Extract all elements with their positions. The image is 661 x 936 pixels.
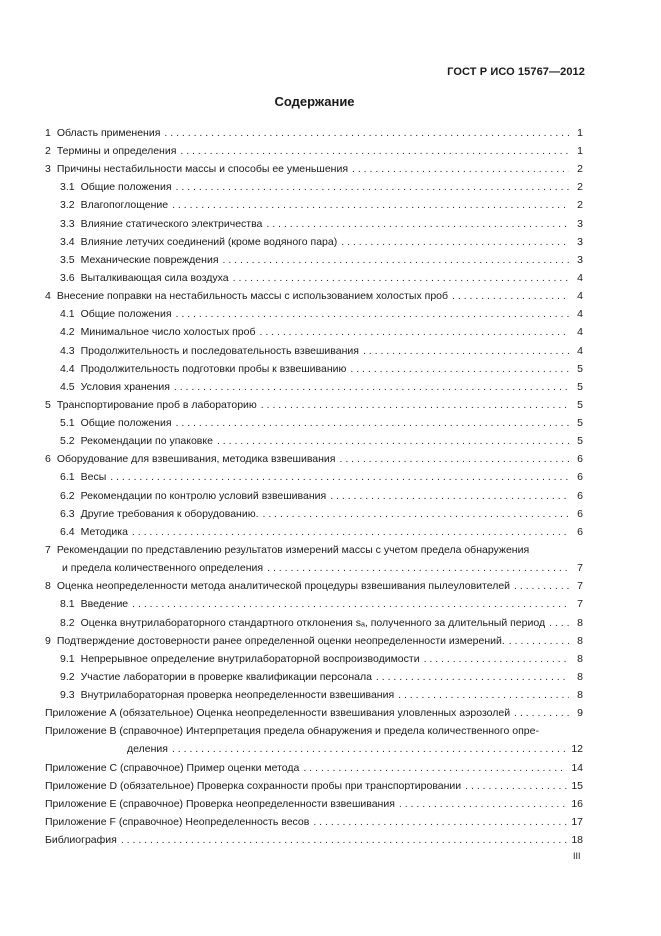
entry-label: Механические повреждения: [80, 254, 219, 266]
entry-number: 4.2: [60, 326, 75, 338]
entry-page: 1: [577, 145, 583, 157]
entry-label: Общие положения: [80, 417, 172, 429]
entry-label: Приложение F (справочное) Неопределенность весов: [45, 816, 310, 828]
toc-entry[interactable]: [60, 523, 583, 541]
page-title: Содержание: [274, 94, 355, 109]
entry-label: Термины и определения: [56, 145, 177, 157]
toc-entry[interactable]: [60, 686, 583, 704]
entry-label: Влияние статического электричества: [80, 218, 263, 230]
toc-entry[interactable]: [60, 233, 583, 251]
entry-label: Оборудование для взвешивания, методика взвешивания: [56, 453, 336, 465]
toc-entry[interactable]: [60, 251, 583, 269]
toc-entry[interactable]: [45, 541, 583, 559]
entry-number: 3: [45, 163, 51, 175]
toc-entry[interactable]: [45, 450, 583, 468]
entry-label: Минимальное число холостых проб: [80, 326, 256, 338]
entry-page: 5: [577, 435, 583, 447]
entry-label: Общие положения: [80, 308, 172, 320]
toc-entry[interactable]: [45, 777, 583, 795]
entry-page: 6: [577, 526, 583, 538]
entry-page: 14: [571, 762, 583, 774]
entry-page: 6: [577, 490, 583, 502]
toc-entry[interactable]: [45, 142, 583, 160]
toc-entry[interactable]: [60, 360, 583, 378]
entry-label: Библиография: [45, 834, 117, 846]
entry-label: Введение: [80, 598, 129, 610]
entry-page: 7: [577, 598, 583, 610]
entry-page: 7: [577, 562, 583, 574]
entry-number: 4.3: [60, 345, 75, 357]
entry-label: и предела количественного определения: [62, 562, 264, 574]
entry-number: 4.1: [60, 308, 75, 320]
entry-number: 3.2: [60, 199, 75, 211]
toc-entry[interactable]: [60, 614, 583, 632]
entry-number: 6.4: [60, 526, 75, 538]
entry-label: Транспортирование проб в лабораторию: [56, 399, 257, 411]
entry-number: 9.1: [60, 653, 75, 665]
entry-page: 3: [577, 236, 583, 248]
entry-page: 8: [577, 653, 583, 665]
toc-entry[interactable]: [60, 269, 583, 287]
entry-page: 6: [577, 508, 583, 520]
entry-label: Общие положения: [80, 181, 172, 193]
entry-page: 4: [577, 345, 583, 357]
entry-label: Приложение В (справочное) Интерпретация предела обнаружения и предела количественного опре-: [45, 725, 539, 737]
entry-number: 5.1: [60, 417, 75, 429]
entry-number: 6.3: [60, 508, 75, 520]
entry-number: 7: [45, 544, 51, 556]
entry-label: Продолжительность и последовательность взвешивания: [80, 345, 359, 357]
entry-page: 2: [577, 163, 583, 175]
entry-page: 4: [577, 290, 583, 302]
entry-number: 2: [45, 145, 51, 157]
entry-page: 8: [577, 635, 583, 647]
entry-page: 1: [577, 127, 583, 139]
entry-label: Непрерывное определение внутрилабораторной воспроизводимости: [80, 653, 420, 665]
entry-page: 5: [577, 399, 583, 411]
toc-entry[interactable]: [45, 160, 583, 178]
toc-entry[interactable]: [60, 196, 583, 214]
entry-number: 9.3: [60, 689, 75, 701]
toc-entry[interactable]: [60, 595, 583, 613]
entry-page: 5: [577, 381, 583, 393]
toc-entry[interactable]: [60, 342, 583, 360]
toc-entry[interactable]: [45, 704, 583, 722]
entry-number: 5.2: [60, 435, 75, 447]
entry-page: 18: [571, 834, 583, 846]
toc-entry[interactable]: [60, 468, 583, 486]
entry-page: 6: [577, 453, 583, 465]
entry-number: 6.1: [60, 471, 75, 483]
entry-number: 3.1: [60, 181, 75, 193]
entry-label: деления: [127, 743, 168, 755]
entry-label: Оценка неопределенности метода аналитической процедуры взвешивания пылеуловителей: [56, 580, 511, 592]
entry-number: 4: [45, 290, 51, 302]
entry-page: 3: [577, 254, 583, 266]
entry-label: Приложение D (обязательное) Проверка сохранности пробы при транспортировании: [45, 780, 462, 792]
entry-number: 6.2: [60, 490, 75, 502]
entry-label: Область применения: [56, 127, 161, 139]
entry-number: 3.4: [60, 236, 75, 248]
entry-page: 8: [577, 617, 583, 629]
entry-label: Приложение С (справочное) Пример оценки метода: [45, 762, 300, 774]
entry-page: 17: [571, 816, 583, 828]
entry-number: 8.2: [60, 617, 75, 629]
entry-number: 9: [45, 635, 51, 647]
toc-entry[interactable]: [45, 759, 583, 777]
toc-entry[interactable]: [62, 559, 583, 577]
entry-number: 6: [45, 453, 51, 465]
entry-label: Влияние летучих соединений (кроме водяного пара): [80, 236, 338, 248]
entry-label: Причины нестабильности массы и способы ее уменьшения: [56, 163, 349, 175]
entry-label: Влагопоглощение: [80, 199, 169, 211]
entry-page: 5: [577, 363, 583, 375]
toc-entry[interactable]: [60, 178, 583, 196]
entry-page: 5: [577, 417, 583, 429]
entry-label: Приложение А (обязательное) Оценка неопределенности взвешивания уловленных аэрозолей: [45, 707, 511, 719]
entry-page: 7: [577, 580, 583, 592]
entry-page: 8: [577, 671, 583, 683]
toc-entry[interactable]: [60, 215, 583, 233]
toc-entry[interactable]: [45, 831, 583, 849]
entry-label: Рекомендации по представлению результатов измерений массы с учетом предела обнаружения: [56, 544, 530, 556]
entry-page: 16: [571, 798, 583, 810]
toc-entry[interactable]: [60, 432, 583, 450]
toc-entry[interactable]: [45, 287, 583, 305]
entry-label: Оценка внутрилабораторного стандартного отклонения sₐ, полученного за длительный период: [80, 617, 546, 629]
toc-entry[interactable]: [45, 632, 583, 650]
entry-number: 8.1: [60, 598, 75, 610]
toc-entry[interactable]: [60, 650, 583, 668]
entry-label: Внутрилабораторная проверка неопределенности взвешивания: [80, 689, 395, 701]
entry-number: 4.4: [60, 363, 75, 375]
entry-number: 1: [45, 127, 51, 139]
entry-page: 12: [571, 743, 583, 755]
entry-label: Продолжительность подготовки пробы к взвешиванию: [80, 363, 347, 375]
entry-number: 3.3: [60, 218, 75, 230]
entry-label: Рекомендации по контролю условий взвешивания: [80, 490, 327, 502]
entry-label: Участие лаборатории в проверке квалификации персонала: [80, 671, 372, 683]
page-number: III: [573, 851, 581, 861]
entry-page: 2: [577, 199, 583, 211]
entry-page: 15: [571, 780, 583, 792]
toc-entry[interactable]: [45, 722, 583, 740]
entry-number: 3.6: [60, 272, 75, 284]
entry-number: 4.5: [60, 381, 75, 393]
entry-page: 6: [577, 471, 583, 483]
entry-label: Методика: [80, 526, 128, 538]
toc-entry[interactable]: [45, 124, 583, 142]
standard-header: ГОСТ Р ИСО 15767—2012: [447, 66, 585, 78]
entry-page: 4: [577, 272, 583, 284]
entry-page: 2: [577, 181, 583, 193]
entry-number: 5: [45, 399, 51, 411]
toc-entry[interactable]: [60, 487, 583, 505]
entry-label: Рекомендации по упаковке: [80, 435, 213, 447]
entry-page: 4: [577, 326, 583, 338]
entry-label: Условия хранения: [80, 381, 170, 393]
entry-number: 3.5: [60, 254, 75, 266]
toc-entry[interactable]: [60, 414, 583, 432]
entry-label: Выталкивающая сила воздуха: [80, 272, 229, 284]
entry-page: 4: [577, 308, 583, 320]
entry-label: Весы: [80, 471, 107, 483]
entry-page: 3: [577, 218, 583, 230]
toc-entry[interactable]: [45, 813, 583, 831]
entry-label: Подтверждение достоверности ранее определенной оценки неопределенности измерений.: [56, 635, 505, 647]
toc-entry[interactable]: [60, 305, 583, 323]
toc-entry[interactable]: [60, 668, 583, 686]
entry-label: Приложение Е (справочное) Проверка неопределенности взвешивания: [45, 798, 395, 810]
entry-label: Другие требования к оборудованию.: [80, 508, 259, 520]
toc-entry[interactable]: [60, 378, 583, 396]
toc-entry[interactable]: [60, 505, 583, 523]
toc-entry[interactable]: [45, 396, 583, 414]
toc-entry[interactable]: [45, 795, 583, 813]
entry-number: 9.2: [60, 671, 75, 683]
entry-page: 9: [577, 707, 583, 719]
toc-entry[interactable]: [60, 323, 583, 341]
entry-number: 8: [45, 580, 51, 592]
toc-entry[interactable]: [127, 740, 583, 758]
entry-label: Внесение поправки на нестабильность массы с использованием холостых проб: [56, 290, 449, 302]
entry-page: 8: [577, 689, 583, 701]
toc-entry[interactable]: [45, 577, 583, 595]
